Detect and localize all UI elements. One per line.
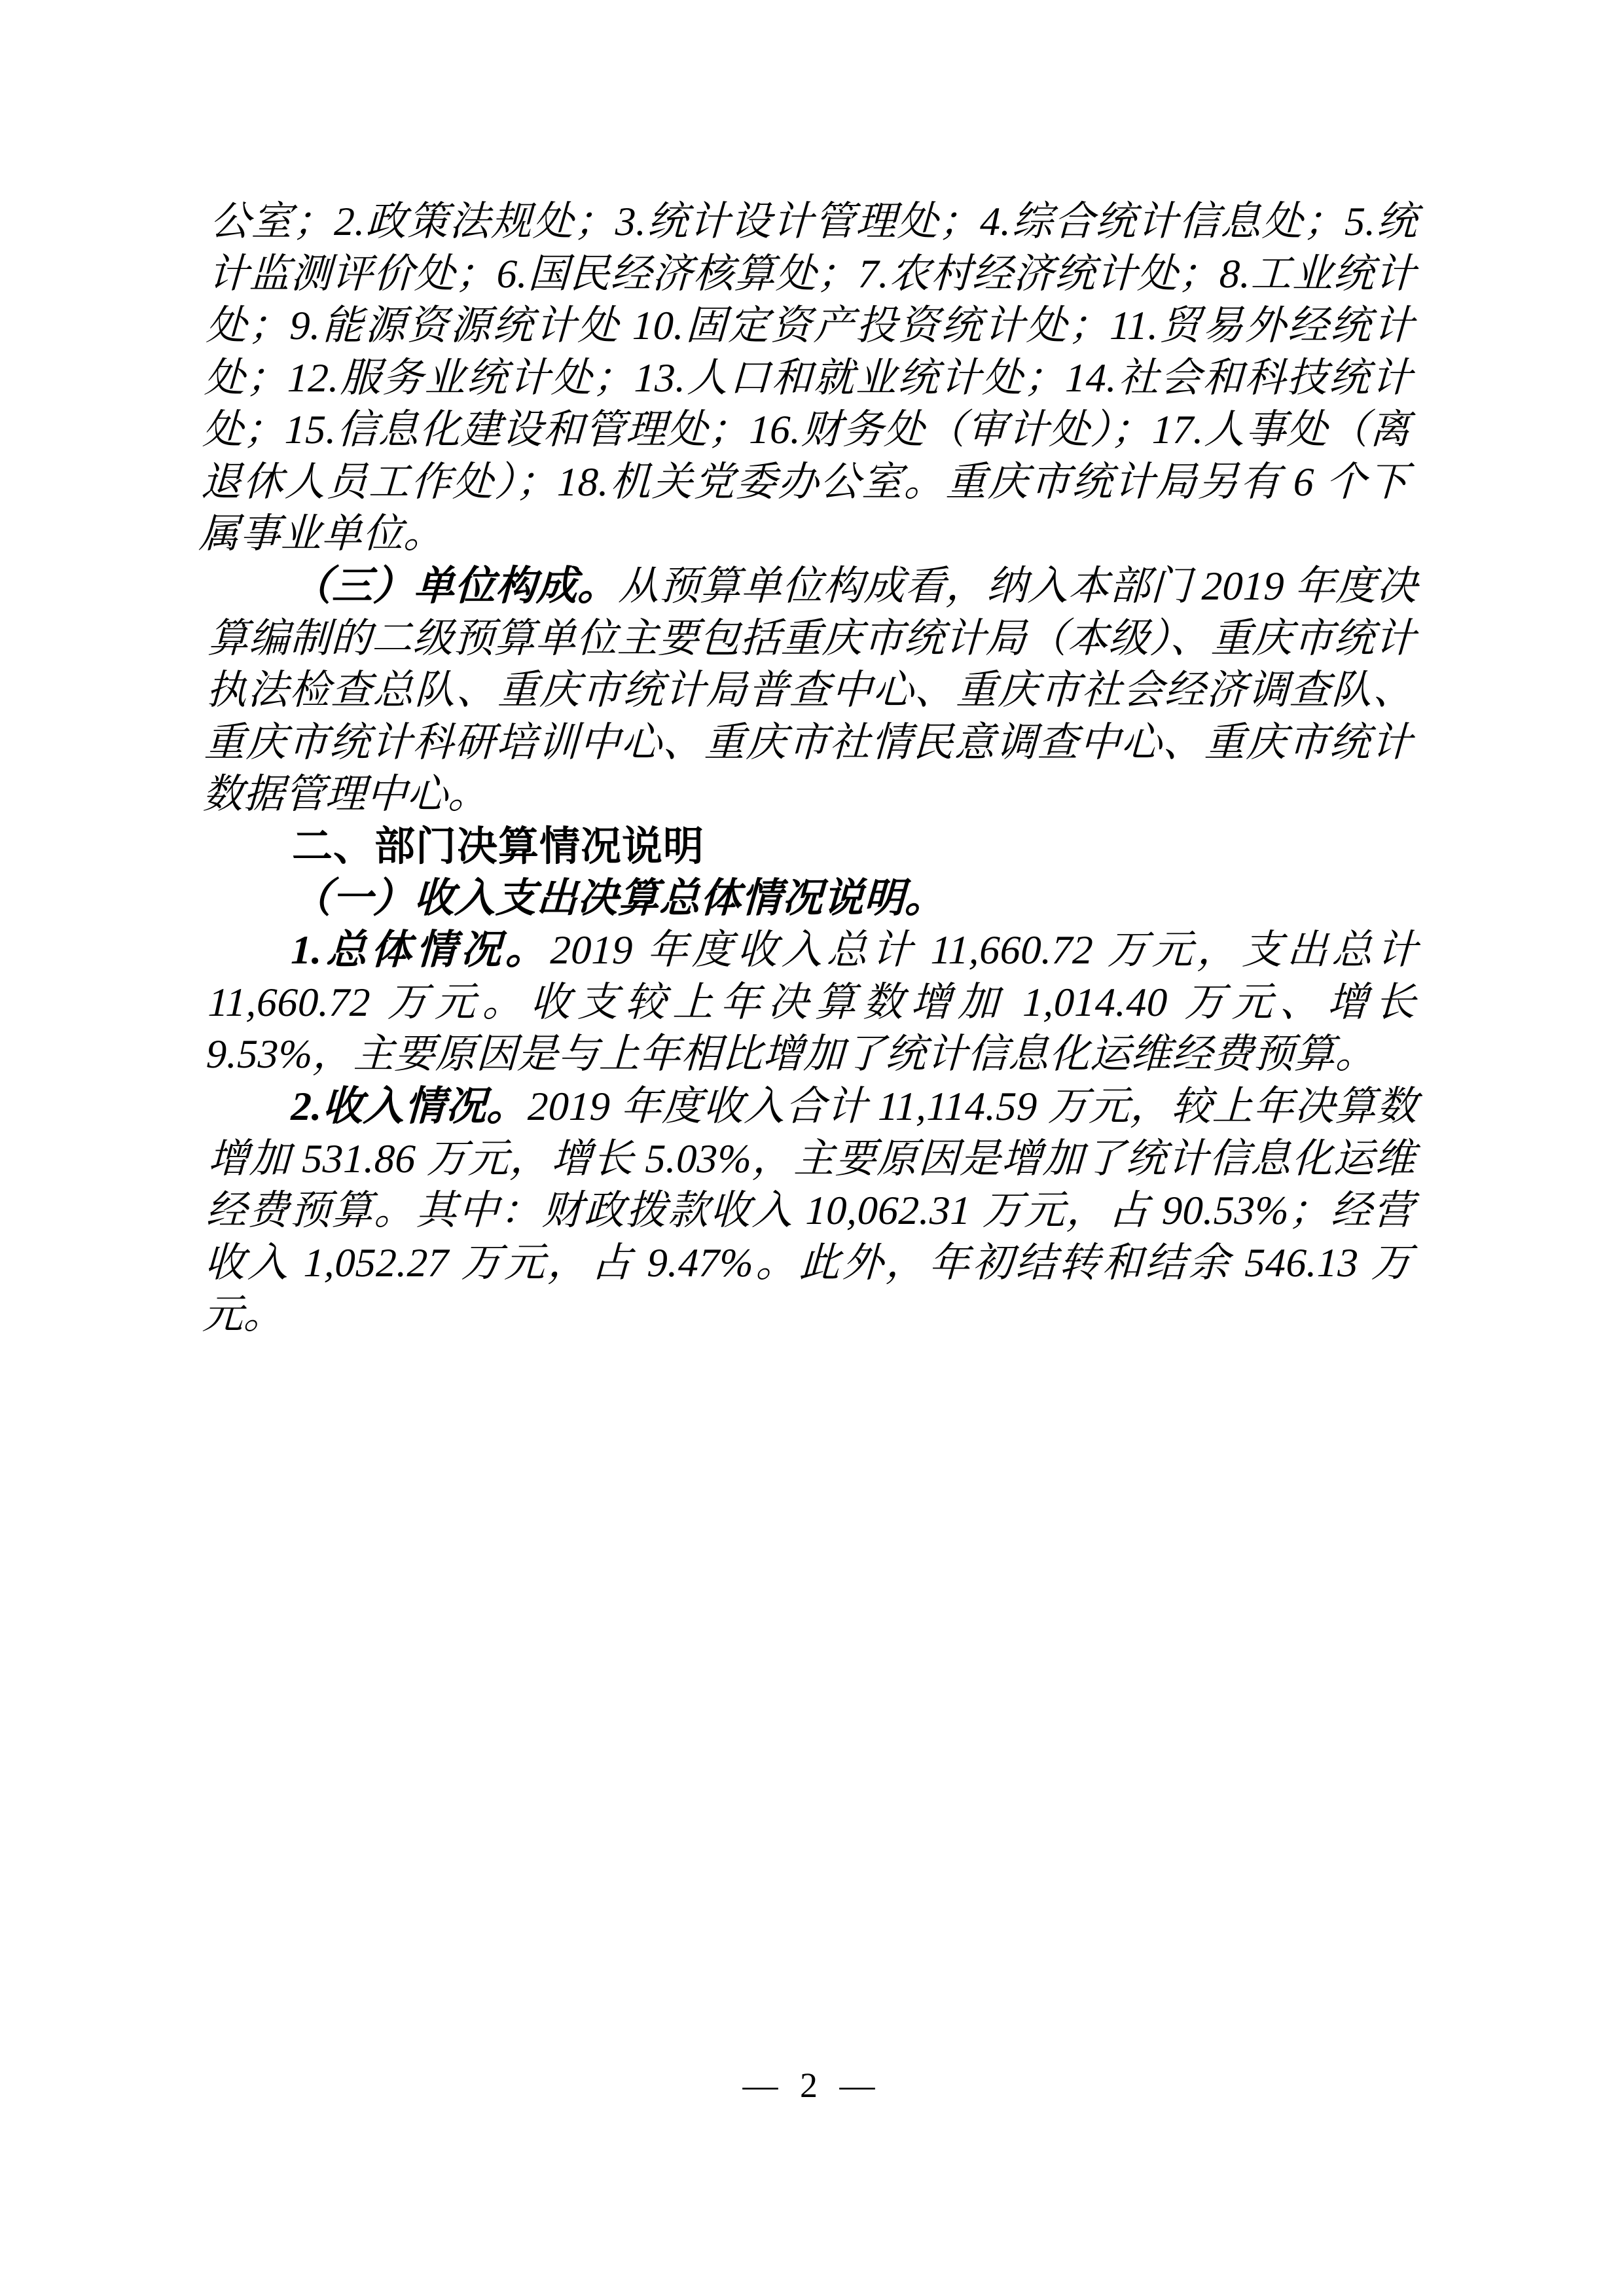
paragraph-revenue-situation — [202, 1081, 1418, 1342]
paragraph-lead-revenue-situation: 2.收入情况。 — [290, 1084, 529, 1129]
paragraph-internal-divisions: 公室；2.政策法规处；3.统计设计管理处；4.综合统计信息处；5.统计监测评价处；6.国民经济核算处；7.农村经济统计处；8.工业统计处；9.能源资源统计处 10.固定资产投资统计处；11.贸易外经统计处；12.服务业统计处；13.人口和就业统计处；14.社会和科技统计处；15.信息化建设和管理处；16.财务处（审计处）；17.人事处（离退休人员工作处）；18.机关党委办公室。重庆市统计局另有 6 个下属事业单位。 — [198, 200, 1418, 556]
paragraph-unit-composition — [202, 561, 1418, 821]
heading-revenue-expenditure-overview: （一）收入支出决算总体情况说明。 — [290, 876, 947, 921]
heading-department-final-accounts: 二、部门决算情况说明 — [292, 824, 705, 869]
paragraph-body-revenue-situation: 2019 年度收入合计 11,114.59 万元，较上年决算数增加 531.86 万元，增长 5.03%，主要原因是增加了统计信息化运维经费预算。其中：财政拨款收入 10,062.31 万元，占 90.53%；经营收入 1,052.27 万元，占 9.47%。此外，年初结转和结余 546.13 万元。 — [202, 1084, 1418, 1337]
paragraph-overall-situation — [206, 925, 1418, 1081]
paragraph-body-unit-composition: 从预算单位构成看，纳入本部门 2019 年度决算编制的二级预算单位主要包括重庆市统计局（本级）、重庆市统计执法检查总队、重庆市统计局普查中心、重庆市社会经济调查队、重庆市统计科研培训中心、重庆市社情民意调查中心、重庆市统计数据管理中心。 — [202, 564, 1418, 817]
page-content — [198, 196, 1418, 1341]
paragraph-body-overall-situation: 2019 年度收入总计 11,660.72 万元，支出总计 11,660.72 万元。收支较上年决算数增加 1,014.40 万元、增长 9.53%，主要原因是与上年相比增加了统计信息化运维经费预算。 — [205, 928, 1418, 1077]
paragraph-lead-overall-situation: 1.总体情况。 — [290, 928, 551, 973]
page-number: — 2 — — [742, 2066, 882, 2105]
paragraph-lead-unit-composition: （三）单位构成。 — [290, 564, 619, 609]
